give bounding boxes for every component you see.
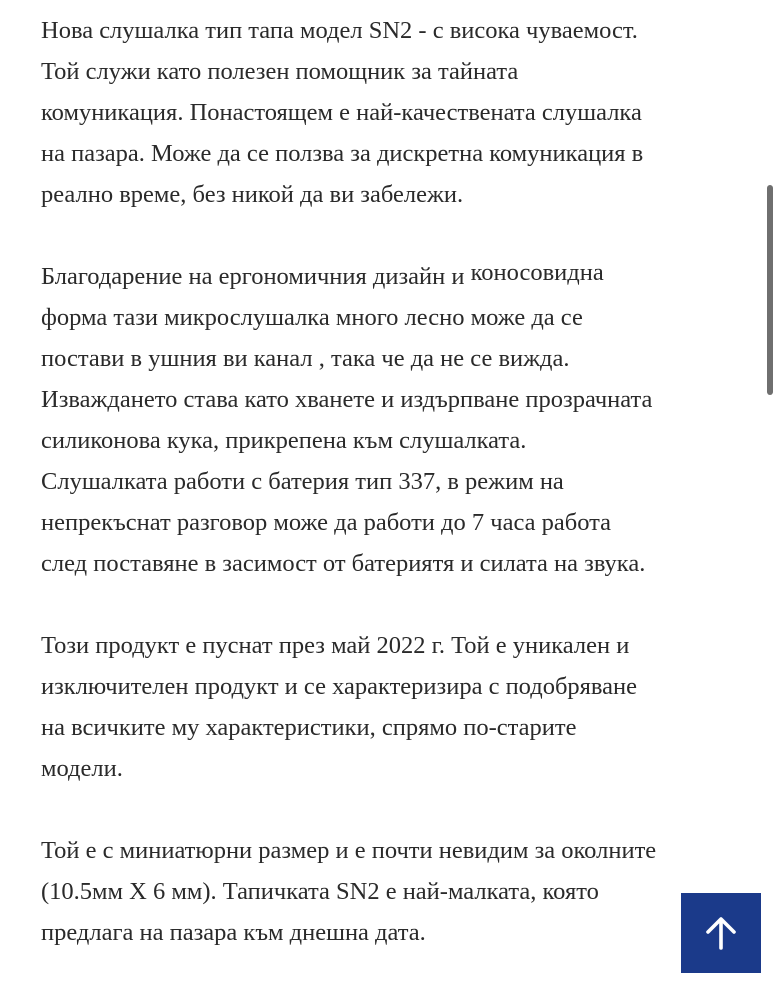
scrollbar-thumb[interactable] [767,185,773,395]
text-line: изключителен продукт и се характеризира с подобряване [41,673,638,700]
text-line: модели. [41,755,123,782]
text-line: Той служи като полезен помощник за тайната [41,58,519,85]
text-line: реално време, без никой да ви забележи. [41,181,464,208]
text-line: комуникация. Понастоящем е най-качествената слушалка [41,99,642,126]
text-line: постави в ушния ви канал , така че да не се вижда. [41,345,570,372]
text-line: на пазара. Може да се ползва за дискретна комуникация в [41,140,644,167]
article-body [41,10,741,994]
text-line: Този продукт е пуснат през май 2022 г. Той е уникален и [41,632,630,659]
paragraph-1 [41,10,741,215]
scroll-to-top-button[interactable] [681,893,761,973]
text-fragment: Благодарение на ергономичния дизайн и [41,263,465,290]
text-line: форма тази микрослушалка много лесно може да се [41,304,583,331]
text-line: (10.5мм X 6 мм). Тапичката SN2 е най-малката, която [41,878,599,905]
text-line: след поставяне в засимост от батериятя и силата на звука. [41,550,646,577]
text-fragment: коносовидна [470,259,604,286]
text-line: Изваждането става като хванете и издърпване прозрачната [41,386,653,413]
paragraph-4 [41,830,741,953]
text-line: Нова слушалка тип тапа модел SN2 - с висока чуваемост. [41,17,638,44]
arrow-up-icon [701,913,741,953]
text-line: силиконова кука, прикрепена към слушалката. [41,427,527,454]
text-line [41,256,741,297]
text-line: непрекъснат разговор може да работи до 7 часа работа [41,509,612,536]
text-line: предлага на пазара към днешна дата. [41,919,426,946]
paragraph-3 [41,625,741,789]
text-line: на всичките му характеристики, спрямо по-старите [41,714,577,741]
paragraph-2 [41,256,741,584]
text-line: Той е с миниатюрни размер и е почти невидим за околните [41,837,657,864]
text-line: Слушалката работи с батерия тип 337, в режим на [41,468,564,495]
